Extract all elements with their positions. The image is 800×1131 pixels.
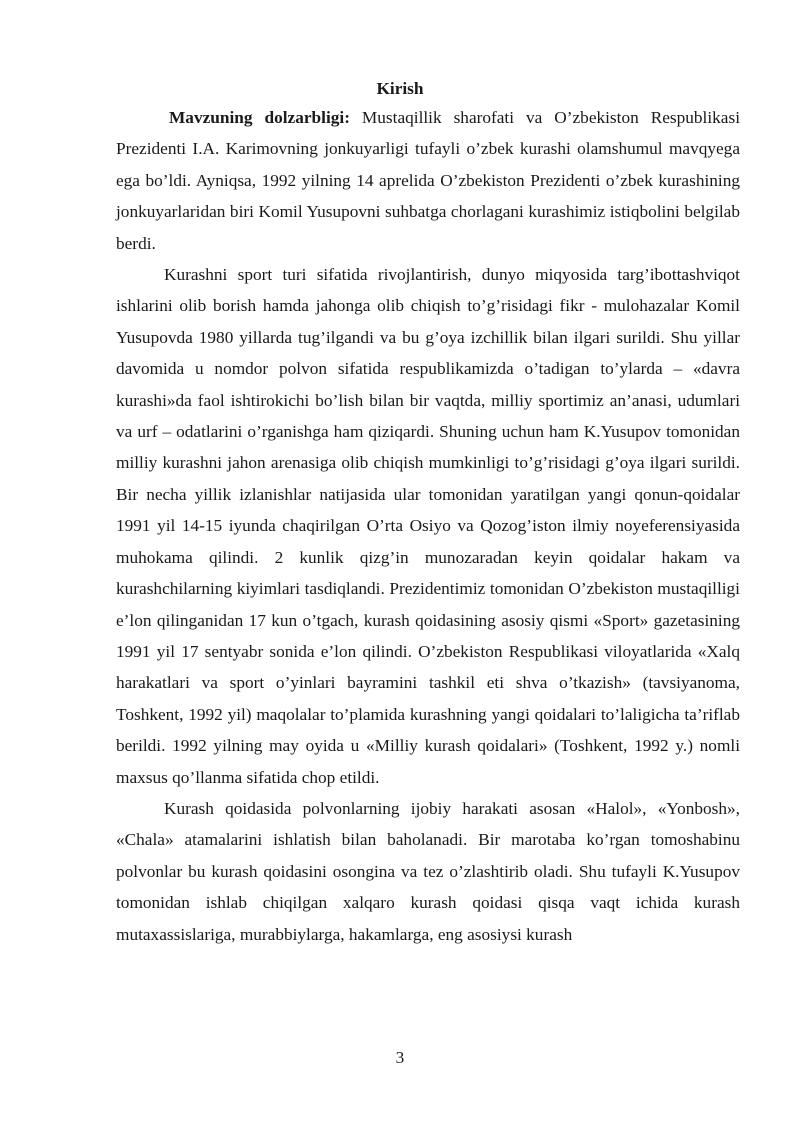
- paragraph-rules: [116, 793, 740, 950]
- paragraph-text: Mustaqillik sharofati va O’zbekiston Respublikasi Prezidenti I.A. Karimovning jonkuyarligi tufayli o’zbek kurashi olamshumul mavqyega ega bo’ldi. Ayniqsa, 1992 yilning 14 aprelida O’zbekiston Prezidenti o’zbek kurashining jonkuyarlaridan biri Komil Yusupovni suhbatga chorlagani kurashimiz istiqbolini belgilab berdi.: [116, 108, 740, 253]
- body-text: [116, 102, 740, 950]
- paragraph-lead: Mavzuning dolzarbligi:: [169, 108, 350, 127]
- page-title: Kirish: [376, 79, 424, 98]
- paragraph-text: Kurashni sport turi sifatida rivojlantirish, dunyo miqyosida targ’ibottashviqot ishlarini olib borish hamda jahonga olib chiqish to’g’risidagi fikr - mulohazalar Komil Yusupovda 1980 yillarda tug’ilgandi va bu g’oya izchillik bilan ilgari surildi. Shu yillar davomida u nomdor polvon sifatida respublikamizda o’tadigan to’ylarda – «davra kurashi»da faol ishtirokichi bo’lish bilan bir vaqtda, milliy sportimiz an’anasi, udumlari va urf – odatlarini o’rganishga ham qiziqardi. Shuning uchun ham K.Yusupov tomonidan milliy kurashni jahon arenasiga olib chiqish mumkinligi to’g’risidagi g’oya ilgari surildi. Bir necha yillik izlanishlar natijasida ular tomonidan yaratilgan yangi qonun-qoidalar 1991 yil 14-15 iyunda chaqirilgan O’rta Osiyo va Qozog’iston ilmiy noyeferensiyasida muhokama qilindi. 2 kunlik qizg’in munozaradan keyin qoidalar hakam va kurashchilarning kiyimlari tasdiqlandi. Prezidentimiz tomonidan O’zbekiston mustaqilligi e’lon qilinganidan 17 kun o’tgach, kurash qoidasining asosiy qismi «Sport» gazetasining 1991 yil 17 sentyabr sonida e’lon qilindi. O’zbekiston Respublikasi viloyatlarida «Xalq harakatlari va sport o’yinlari bayramini tashkil eti shva o’tkazish» (tavsiyanoma, Toshkent, 1992 yil) maqolalar to’plamida kurashning yangi qoidalari to’laligicha ta’riflab berildi. 1992 yilning may oyida u «Milliy kurash qoidalari» (Toshkent, 1992 y.) nomli maxsus qo’llanma sifatida chop etildi.: [116, 265, 740, 787]
- page-number: 3: [395, 1048, 405, 1067]
- paragraph-text: Kurash qoidasida polvonlarning ijobiy harakati asosan «Halol», «Yonbosh», «Chala» atamalarini ishlatish bilan baholanadi. Bir marotaba ko’rgan tomoshabinu polvonlar bu kurash qoidasini osongina va tez o’zlashtirib oladi. Shu tufayli K.Yusupov tomonidan ishlab chiqilgan xalqaro kurash qoidasi qisqa vaqt ichida kurash mutaxassislariga, murabbiylarga, hakamlarga, eng asosiysi kurash: [116, 798, 740, 944]
- paragraph-history: [116, 259, 740, 793]
- paragraph-intro: [116, 102, 740, 259]
